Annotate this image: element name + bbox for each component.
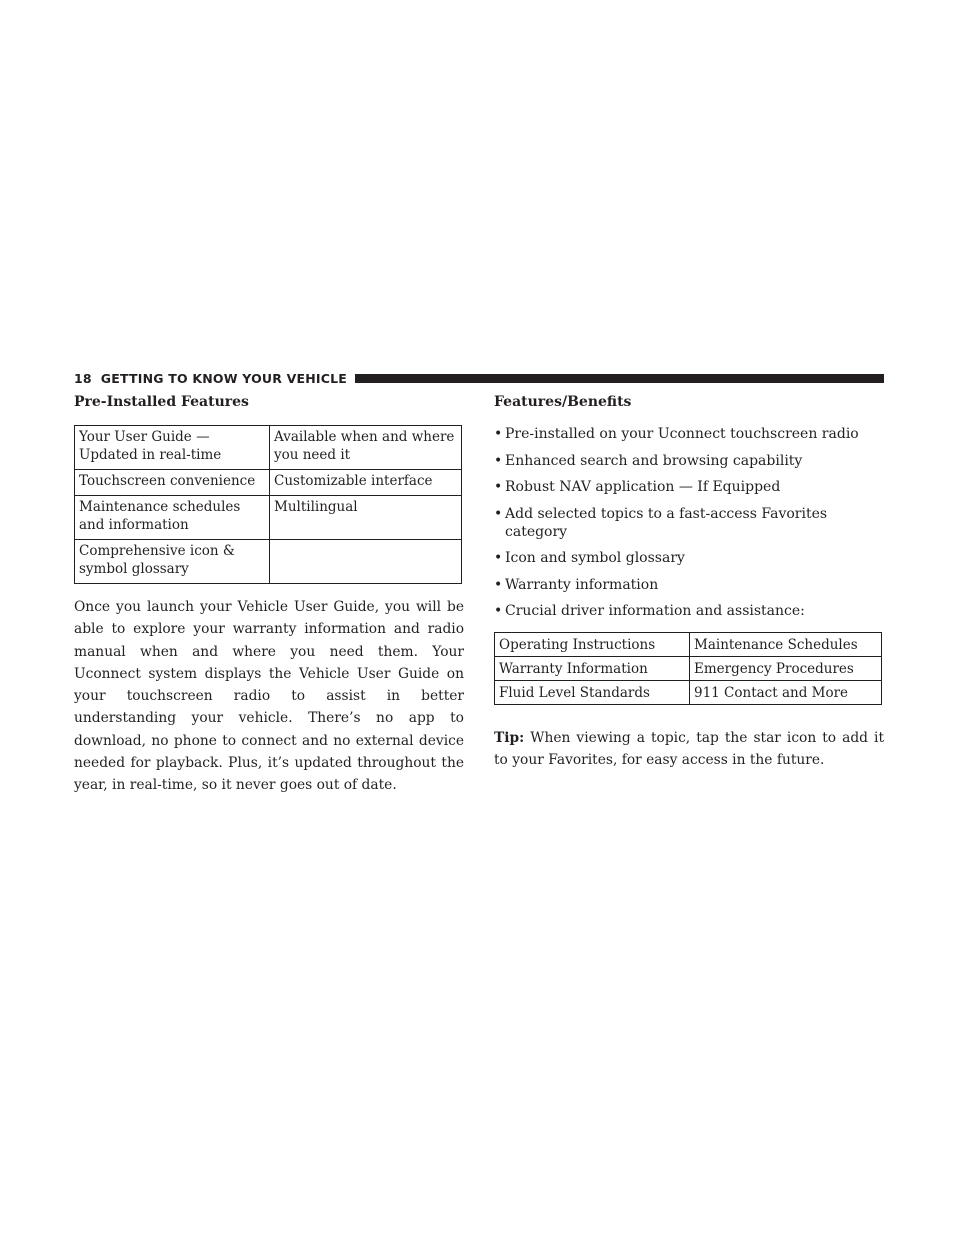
list-item <box>494 602 884 620</box>
bullet-icon: • <box>494 505 503 522</box>
table-cell: Warranty Information <box>495 657 690 681</box>
table-row <box>75 470 462 496</box>
list-item-text: Robust NAV application — If Equipped <box>505 479 781 495</box>
table-cell: Fluid Level Standards <box>495 681 690 705</box>
bullet-icon: • <box>494 426 503 442</box>
tip-label: Tip: <box>494 730 525 746</box>
list-item <box>494 576 884 594</box>
table-cell <box>270 540 462 584</box>
table-cell: Maintenance schedules and information <box>75 496 270 540</box>
intro-paragraph: Once you launch your Vehicle User Guide, you will be able to explore your warranty information and radio manual when and where you need them. Your Uconnect system displays the Vehicle User Guide on your touchscreen radio to assist in better understanding your vehicle. There’s no app to download, no phone to connect and no external device needed for playback. Plus, it’s updated throughout the year, in real-time, so it never goes out of date. <box>74 599 464 794</box>
tip-paragraph <box>494 727 884 771</box>
page-header <box>74 370 884 386</box>
table-row <box>75 540 462 584</box>
table-row <box>75 426 462 470</box>
table-row <box>75 496 462 540</box>
bullet-icon: • <box>494 603 503 619</box>
table-cell: Operating Instructions <box>495 633 690 657</box>
list-item <box>494 505 884 541</box>
list-item-text: Warranty information <box>505 576 659 593</box>
table-cell: Maintenance Schedules <box>690 633 882 657</box>
list-item <box>494 549 884 567</box>
list-item-text: Add selected topics to a fast-access Favorites category <box>505 505 828 540</box>
bullet-icon: • <box>494 479 503 495</box>
table-cell: 911 Contact and More <box>690 681 882 705</box>
features-benefits-list <box>494 425 884 620</box>
list-item-text: Pre-installed on your Uconnect touchscreen radio <box>505 426 859 442</box>
table-cell: Touchscreen convenience <box>75 470 270 496</box>
section-title: GETTING TO KNOW YOUR VEHICLE <box>100 370 348 386</box>
table-cell: Your User Guide — Updated in real-time <box>75 426 270 470</box>
right-column <box>494 393 884 771</box>
features-benefits-heading: Features/Benefits <box>494 394 632 410</box>
table-cell: Emergency Procedures <box>690 657 882 681</box>
driver-information-table <box>494 632 882 705</box>
bullet-icon: • <box>494 550 503 566</box>
table-row <box>495 633 882 657</box>
bullet-icon: • <box>494 576 503 593</box>
tip-text: When viewing a topic, tap the star icon to add it to your Favorites, for easy access in the future. <box>494 730 884 768</box>
list-item-text: Crucial driver information and assistance: <box>505 603 805 619</box>
list-item <box>494 478 884 496</box>
header-rule <box>355 374 884 383</box>
page-number: 18 <box>74 370 92 386</box>
table-cell: Available when and where you need it <box>270 426 462 470</box>
table-cell: Multilingual <box>270 496 462 540</box>
list-item-text: Enhanced search and browsing capability <box>505 452 803 469</box>
list-item <box>494 425 884 443</box>
left-column <box>74 393 464 797</box>
pre-installed-features-heading: Pre-Installed Features <box>74 394 249 410</box>
table-row <box>495 681 882 705</box>
list-item <box>494 452 884 470</box>
table-cell: Customizable interface <box>270 470 462 496</box>
pre-installed-features-table <box>74 425 462 584</box>
bullet-icon: • <box>494 452 503 469</box>
list-item-text: Icon and symbol glossary <box>505 550 685 566</box>
table-cell: Comprehensive icon & symbol glossary <box>75 540 270 584</box>
table-row <box>495 657 882 681</box>
